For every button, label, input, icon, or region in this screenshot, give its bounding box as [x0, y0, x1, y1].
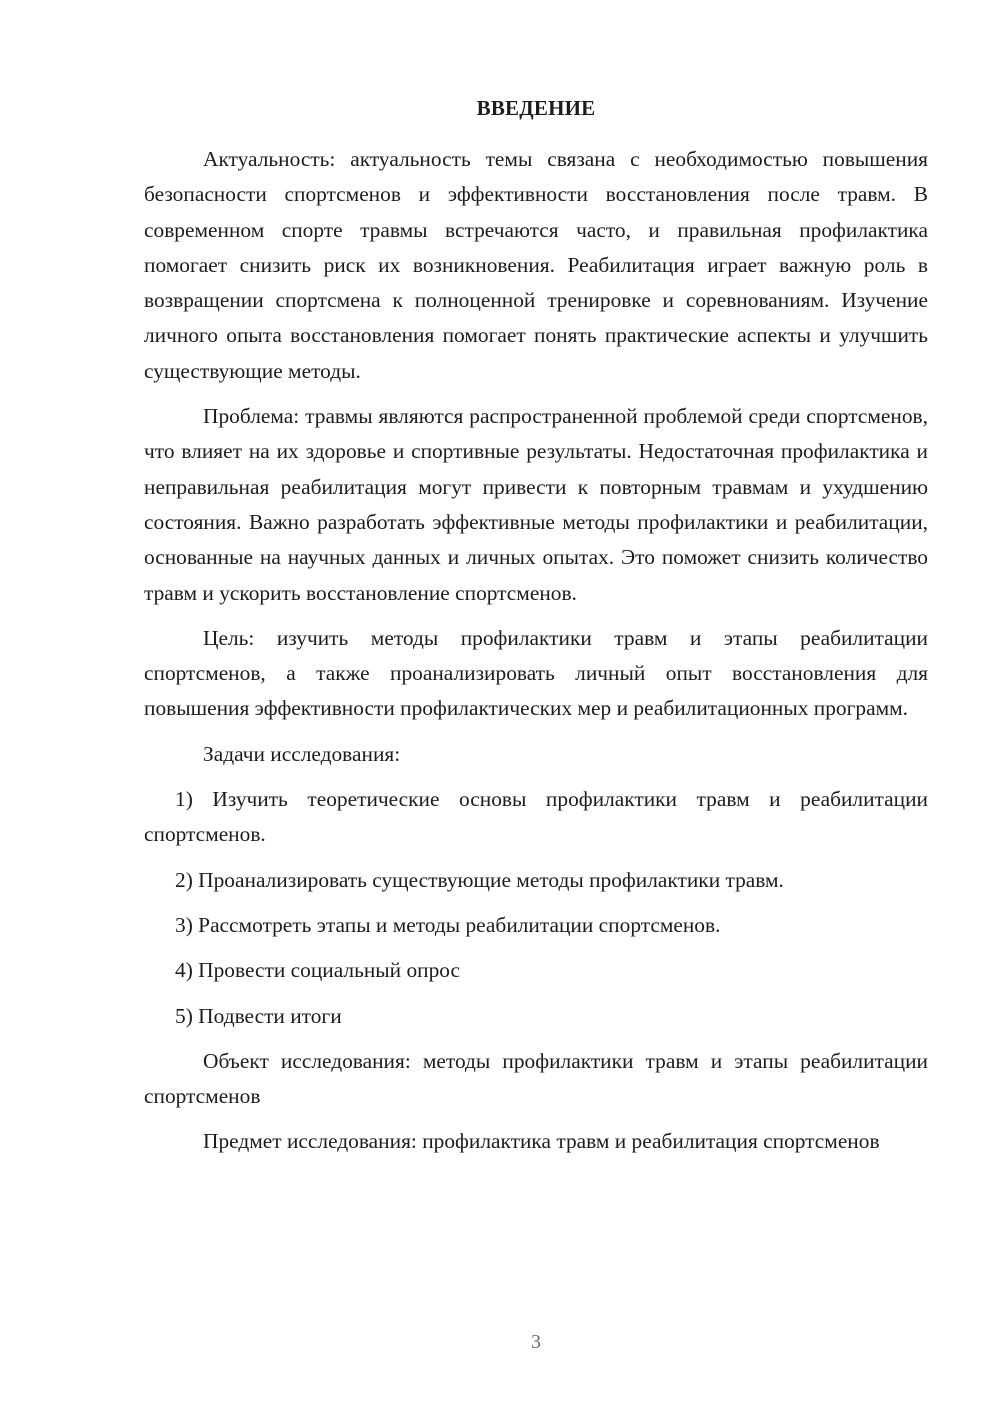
task-item-3: 3) Рассмотреть этапы и методы реабилитации спортсменов. [175, 912, 721, 937]
object-paragraph: Объект исследования: методы профилактики травм и этапы реабилитации спортсменов [144, 1048, 928, 1109]
relevance-paragraph: Актуальность: актуальность темы связана с необходимостью повышения безопасности спортсменов и эффективности восстановления после травм. В современном спорте травмы встречаются часто, и правильная профилактика помогает снизить риск их возникновения. Реабилитация играет важную роль в возвращении спортсмена к полноценной тренировке и соревнованиям. Изучение личного опыта восстановления помогает понять практические аспекты и улучшить существующие методы. [144, 147, 928, 383]
tasks-heading: Задачи исследования: [203, 741, 401, 766]
subject-paragraph: Предмет исследования: профилактика травм и реабилитация спортсменов [203, 1129, 880, 1154]
task-item-2: 2) Проанализировать существующие методы профилактики травм. [175, 867, 784, 892]
page-number: 3 [531, 1331, 541, 1353]
task-item-4: 4) Провести социальный опрос [175, 958, 461, 983]
task-item-1: 1) Изучить теоретические основы профилактики травм и реабилитации спортсменов. [144, 787, 928, 847]
page-title: ВВЕДЕНИЕ [476, 96, 596, 120]
problem-paragraph: Проблема: травмы являются распространенной проблемой среди спортсменов, что влияет на их здоровье и спортивные результаты. Недостаточная профилактика и неправильная реабилитация могут привести к повторным травмам и ухудшению состояния. Важно разработать эффективные методы профилактики и реабилитации, основанные на научных данных и личных опытах. Это поможет снизить количество травм и ускорить восстановление спортсменов. [144, 404, 928, 605]
goal-paragraph: Цель: изучить методы профилактики травм и этапы реабилитации спортсменов, а также проанализировать личный опыт восстановления для повышения эффективности профилактических мер и реабилитационных программ. [144, 625, 928, 721]
task-item-5: 5) Подвести итоги [175, 1003, 342, 1028]
document-body [144, 142, 928, 1160]
